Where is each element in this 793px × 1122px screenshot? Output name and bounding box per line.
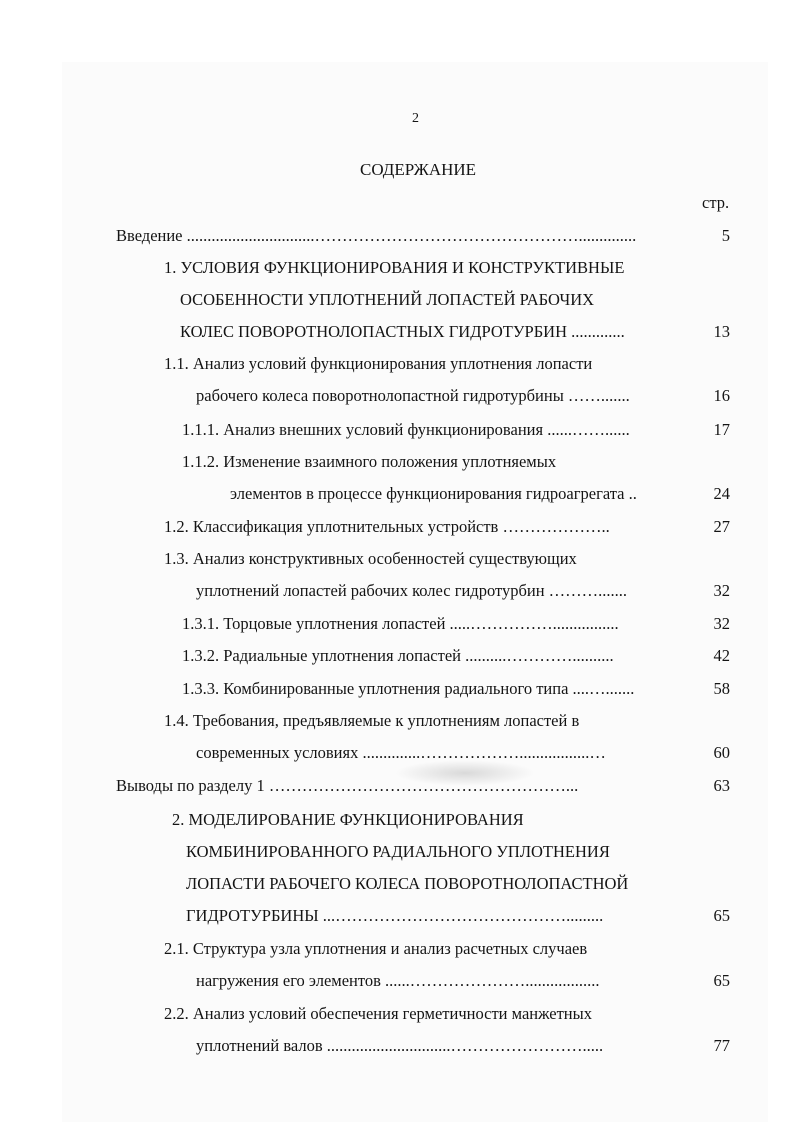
toc-entry-1-3-1: 1.3.1. Торцовые уплотнения лопастей .....……………................ <box>182 614 619 633</box>
toc-entry-1-2: 1.2. Классификация уплотнительных устройств ……………….. <box>164 517 610 536</box>
toc-entry-conclusions-1: Выводы по разделу 1 ………………………………………………... <box>116 776 579 795</box>
toc-entry-1-3-line1: 1.3. Анализ конструктивных особенностей существующих <box>164 549 577 568</box>
page-column-label: стр. <box>702 193 730 212</box>
toc-entry-2-2-line2: уплотнений валов ..............................……………………..... <box>196 1036 604 1055</box>
toc-entry-1-1-1: 1.1.1. Анализ внешних условий функционирования ......……...... <box>182 420 630 439</box>
toc-page-1-3: 32 <box>713 581 730 600</box>
toc-entry-ch2-line3: ЛОПАСТИ РАБОЧЕГО КОЛЕСА ПОВОРОТНОЛОПАСТНОЙ <box>186 874 629 893</box>
toc-entry-ch2-line4: ГИДРОТУРБИНЫ ...……………………………………......... <box>186 906 604 925</box>
toc-entry-intro: Введение ...............................………………………………………….............. <box>116 226 637 245</box>
toc-entry-1-1-line2: рабочего колеса поворотнолопастной гидротурбины ……....... <box>196 386 630 405</box>
toc-entry-ch2-line1: 2. МОДЕЛИРОВАНИЕ ФУНКЦИОНИРОВАНИЯ <box>172 810 524 829</box>
toc-page-2-2: 77 <box>713 1036 730 1055</box>
toc-page-ch2: 65 <box>713 906 730 925</box>
toc-entry-ch2-line2: КОМБИНИРОВАННОГО РАДИАЛЬНОГО УПЛОТНЕНИЯ <box>186 842 610 861</box>
toc-page-1-1-1: 17 <box>713 420 730 439</box>
toc-entry-ch1-line1: 1. УСЛОВИЯ ФУНКЦИОНИРОВАНИЯ И КОНСТРУКТИВНЫЕ <box>164 258 625 277</box>
toc-entry-1-1-line1: 1.1. Анализ условий функционирования уплотнения лопасти <box>164 354 593 373</box>
toc-page-1-3-3: 58 <box>713 679 730 698</box>
toc-page-intro: 5 <box>721 226 730 245</box>
toc-entry-1-3-2: 1.3.2. Радиальные уплотнения лопастей ..........………….......... <box>182 646 614 665</box>
toc-page-2-1: 65 <box>713 971 730 990</box>
toc-entry-1-4-line1: 1.4. Требования, предъявляемые к уплотнениям лопастей в <box>164 711 580 730</box>
toc-page-conclusions-1: 63 <box>713 776 730 795</box>
toc-page-1-3-1: 32 <box>713 614 730 633</box>
toc-entry-1-1-2-line2: элементов в процессе функционирования гидроагрегата .. <box>230 484 637 503</box>
toc-page-1-1: 16 <box>713 386 730 405</box>
toc-entry-1-4-line2: современных условиях ..............……………….................… <box>196 743 606 762</box>
page-number: 2 <box>412 111 419 126</box>
toc-entry-2-2-line1: 2.2. Анализ условий обеспечения герметичности манжетных <box>164 1004 592 1023</box>
toc-entry-ch1-line3: КОЛЕС ПОВОРОТНОЛОПАСТНЫХ ГИДРОТУРБИН ............. <box>180 322 625 341</box>
toc-entry-1-3-3: 1.3.3. Комбинированные уплотнения радиального типа ....…....... <box>182 679 635 698</box>
toc-page-1-4: 60 <box>713 743 730 762</box>
toc-page-1-2: 27 <box>713 517 730 536</box>
toc-page-1-1-2: 24 <box>713 484 730 503</box>
toc-entry-1-3-line2: уплотнений лопастей рабочих колес гидротурбин ………....... <box>196 581 628 600</box>
toc-page-1-3-2: 42 <box>713 646 730 665</box>
toc-entry-2-1-line2: нагружения его элементов ......………………….................. <box>196 971 600 990</box>
toc-entry-1-1-2-line1: 1.1.2. Изменение взаимного положения уплотняемых <box>182 452 557 471</box>
toc-page-ch1: 13 <box>713 322 730 341</box>
toc-entry-2-1-line1: 2.1. Структура узла уплотнения и анализ расчетных случаев <box>164 939 588 958</box>
toc-entry-ch1-line2: ОСОБЕННОСТИ УПЛОТНЕНИЙ ЛОПАСТЕЙ РАБОЧИХ <box>180 290 595 309</box>
toc-title: СОДЕРЖАНИЕ <box>360 160 477 179</box>
